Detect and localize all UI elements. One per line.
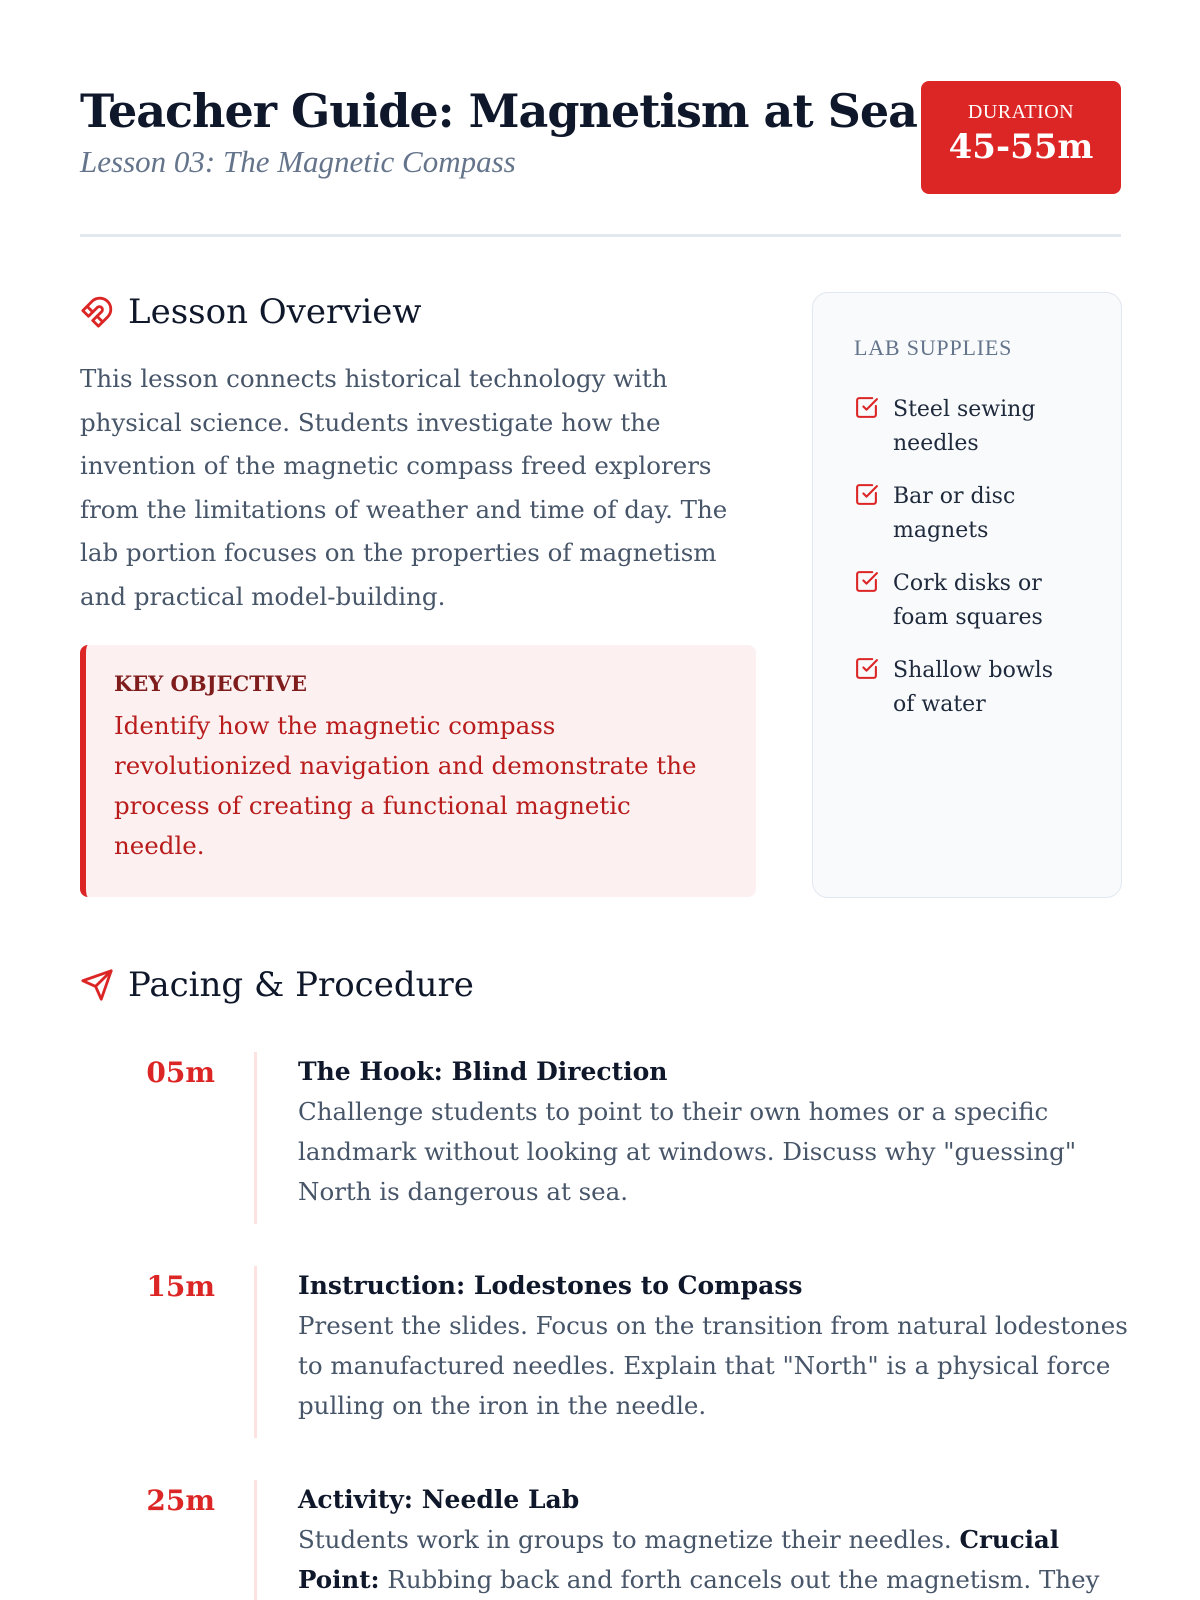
step-title: Instruction: Lodestones to Compass (298, 1271, 803, 1300)
lab-supplies-label: LAB SUPPLIES (854, 335, 1013, 360)
navigation-arrow-icon (80, 968, 114, 1002)
supply-item (854, 393, 1094, 461)
step-time: 05m (146, 1056, 215, 1089)
procedure-heading (80, 965, 474, 1005)
supply-item (854, 480, 1094, 548)
checkbox-checked-icon (854, 656, 879, 681)
duration-label: DURATION (967, 101, 1075, 123)
checkbox-checked-icon (854, 569, 879, 594)
lab-supplies-card (812, 292, 1122, 898)
supply-item-label: Bar or disc magnets (893, 484, 1016, 543)
lesson-subtitle: Lesson 03: The Magnetic Compass (80, 144, 516, 179)
step-description-part: Rubbing back and forth cancels out the magnetism. They (379, 1565, 1100, 1594)
step-title: Activity: Needle Lab (298, 1485, 580, 1514)
supply-item (854, 567, 1094, 635)
checkbox-checked-icon (854, 482, 879, 507)
supply-item (854, 654, 1094, 722)
key-objective-text: Identify how the magnetic compass revolutionized navigation and demonstrate the process of creating a functional magnetic needle. (114, 711, 697, 860)
step-description: Present the slides. Focus on the transition from natural lodestones to manufactured needles. Explain that "North" is a physical force pulling on the iron in the needle. (298, 1311, 1128, 1420)
overview-heading-text: Lesson Overview (128, 292, 422, 332)
procedure-step (80, 1480, 1121, 1600)
overview-heading (80, 292, 422, 332)
step-description (298, 1520, 1128, 1600)
duration-badge (921, 81, 1121, 194)
magnet-icon (80, 295, 114, 329)
checkbox-checked-icon (854, 395, 879, 420)
key-objective-callout (80, 645, 756, 897)
procedure-step (80, 1052, 1121, 1224)
step-time: 25m (146, 1484, 215, 1517)
supply-list (854, 393, 1094, 741)
step-time: 15m (146, 1270, 215, 1303)
step-description-part: Students work in groups to magnetize their needles. (298, 1525, 960, 1554)
supply-item-label: Cork disks or foam squares (893, 571, 1043, 630)
step-description: Challenge students to point to their own homes or a specific landmark without looking at windows. Discuss why "guessing" North is dangerous at sea. (298, 1097, 1077, 1206)
supply-item-label: Shallow bowls of water (893, 658, 1053, 717)
procedure-step (80, 1266, 1128, 1438)
duration-value: 45-55m (948, 127, 1094, 167)
overview-paragraph: This lesson connects historical technology with physical science. Students investigate how the invention of the magnetic compass freed explorers from the limitations of weather and time of day. The lab portion focuses on the properties of magnetism and practical model-building. (80, 364, 728, 611)
header-divider (80, 234, 1121, 237)
supply-item-label: Steel sewing needles (893, 397, 1036, 456)
timeline-line (254, 1480, 257, 1600)
step-emphasis: Crucial Point: (298, 1525, 1060, 1594)
page-title: Teacher Guide: Magnetism at Sea (80, 84, 917, 138)
key-objective-label: KEY OBJECTIVE (114, 671, 308, 696)
procedure-heading-text: Pacing & Procedure (128, 965, 474, 1005)
timeline-line (254, 1052, 257, 1224)
step-title: The Hook: Blind Direction (298, 1057, 668, 1086)
timeline-line (254, 1266, 257, 1438)
